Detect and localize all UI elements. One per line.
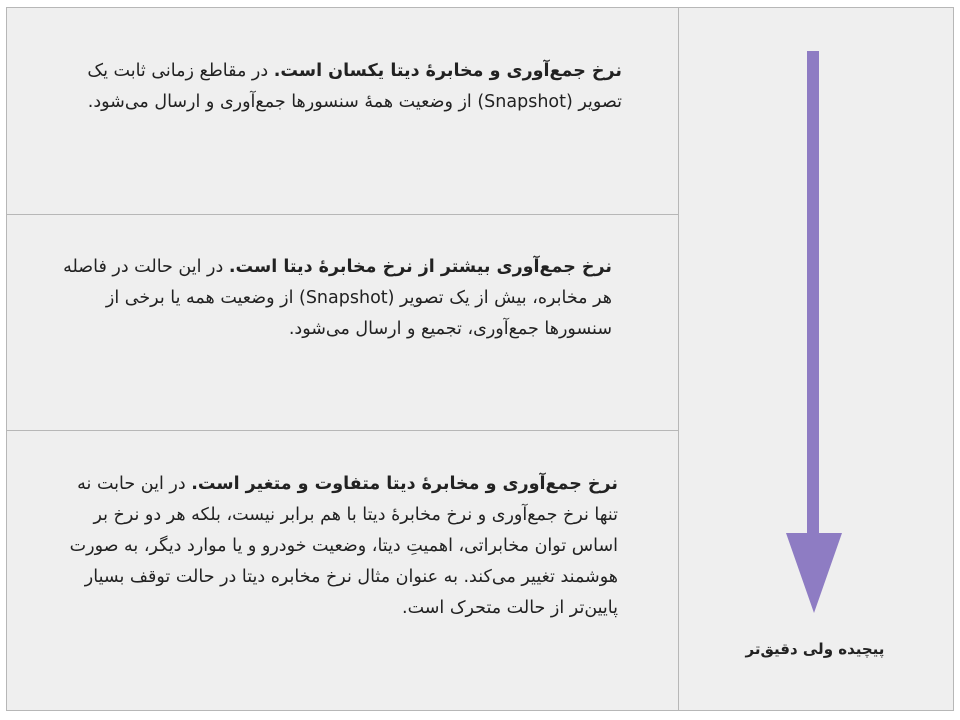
row-2-heading: نرخ جمع‌آوری بیشتر از نرخ مخابرهٔ دیتا است. [228,257,612,277]
row-3-text: در این حابت نه تنها نرخ جمع‌آوری و نرخ مخابرهٔ دیتا با هم برابر نیست، بلکه هر دو نرخ بر اساس توان مخابراتی، اهمیتِ دیتا، وضعیت خودرو و یا موارد دیگر، به صورت هوشمند تغییر می‌کند. به عنوان مثال نرخ مخابره دیتا در حالت توقف بسیار پایین‌تر از حالت متحرک است. [69,474,618,618]
row-2-text: در این حالت در فاصله هر مخابره، بیش از یک تصویر (Snapshot) از وضعیت همه یا برخی از سنسورها جمع‌آوری، تجمیع و ارسال می‌شود. [63,257,612,339]
row-divider-1 [6,214,679,215]
row-2-description [60,252,612,345]
row-1-text: در مقاطع زمانی ثابت یک تصویر (Snapshot) از وضعیت همهٔ سنسورها جمع‌آوری و ارسال می‌شود. [87,61,622,112]
row-1-heading: نرخ جمع‌آوری و مخابرهٔ دیتا یکسان است. [273,61,622,81]
arrow-head [786,533,842,613]
row-divider-2 [6,430,679,431]
column-divider [678,7,679,711]
arrow-shaft [807,51,819,538]
row-3-description [56,469,618,624]
row-3-heading: نرخ جمع‌آوری و مخابرهٔ دیتا متفاوت و متغیر است. [191,474,618,494]
row-1-description [60,56,622,118]
complexity-arrow [780,48,850,618]
arrow-label: پیچیده ولی دقیق‌تر [745,640,885,658]
